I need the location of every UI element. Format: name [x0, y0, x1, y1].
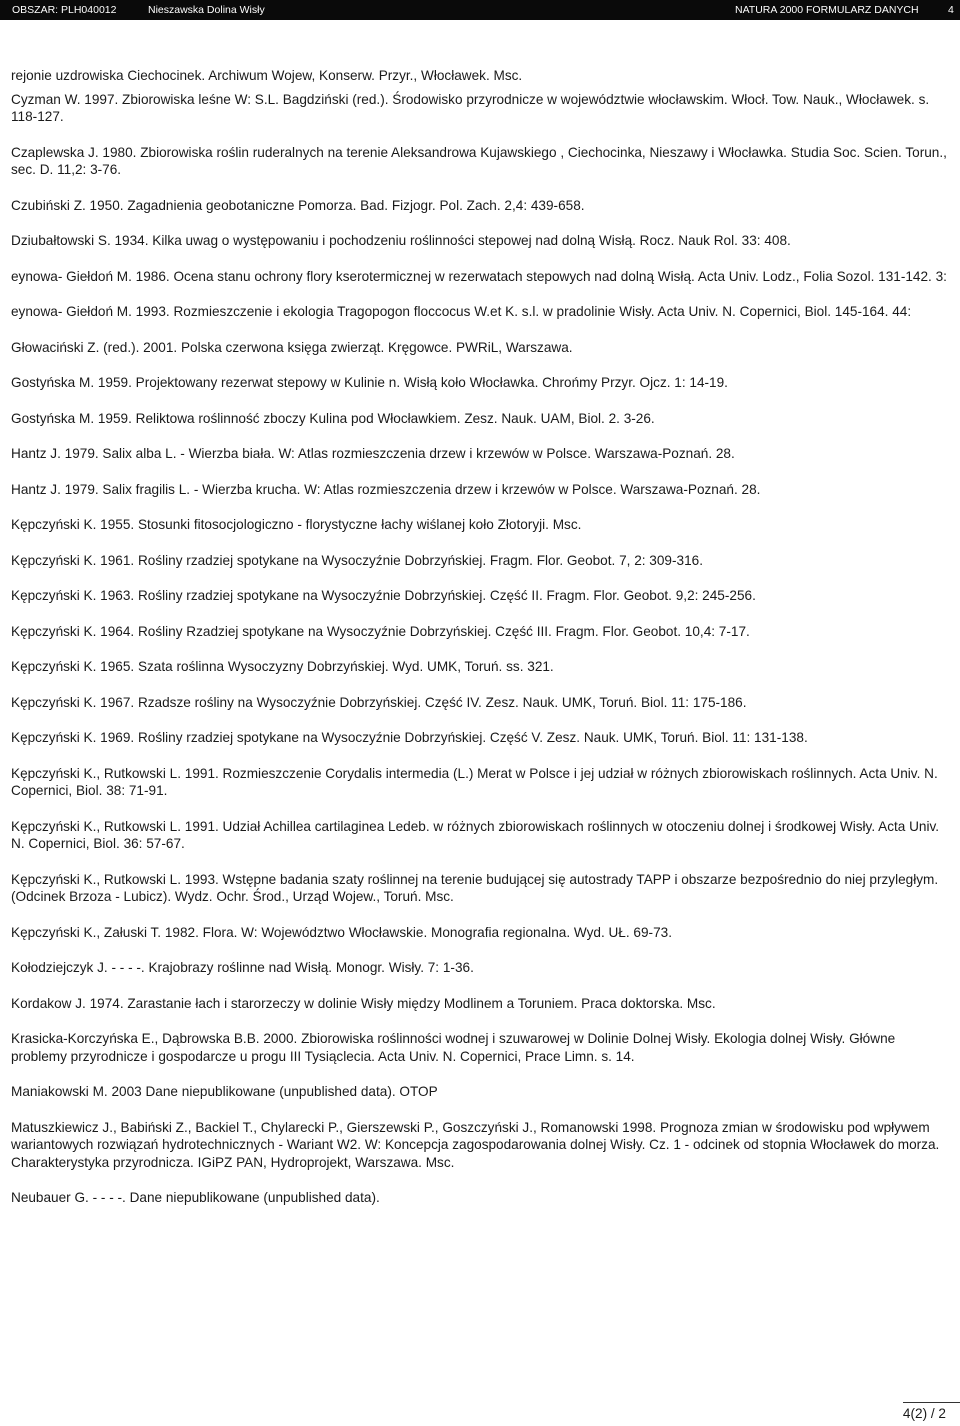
- reference-item: Maniakowski M. 2003 Dane niepublikowane (unpublished data). OTOP: [11, 1084, 438, 1099]
- reference-item: Hantz J. 1979. Salix alba L. - Wierzba biała. W: Atlas rozmieszczenia drzew i krzewów w Polsce. Warszawa-Poznań. 28.: [11, 446, 735, 461]
- reference-item: Kępczyński K. 1965. Szata roślinna Wysoczyzny Dobrzyńskiej. Wyd. UMK, Toruń. ss. 321.: [11, 659, 554, 674]
- reference-item: Czaplewska J. 1980. Zbiorowiska roślin ruderalnych na terenie Aleksandrowa Kujawskiego , Ciechocinka, Nieszawy i Włocławka. Studia Soc. Scien. Torun., sec. D. 11,2: 3-76.: [11, 144, 947, 177]
- reference-item: Kępczyński K., Rutkowski L. 1993. Wstępne badania szaty roślinnej na terenie budującej się autostrady TAPP i obszarze bezpośrednio do niej przyległym. (Odcinek Brzoza - Lubicz). Wydz. Ochr. Środ., Urząd Wojew., Toruń. Msc.: [11, 871, 939, 904]
- reference-item: Kępczyński K., Załuski T. 1982. Flora. W: Województwo Włocławskie. Monografia regionalna. Wyd. UŁ. 69-73.: [11, 924, 672, 940]
- reference-item: Czubiński Z. 1950. Zagadnienia geobotaniczne Pomorza. Bad. Fizjogr. Pol. Zach. 2,4: 439-658.: [11, 197, 585, 213]
- site-name: Nieszawska Dolina Wisły: [148, 4, 265, 16]
- reference-item: Gostyńska M. 1959. Projektowany rezerwat stepowy w Kulinie n. Wisłą koło Włocławka. Chrońmy Przyr. Ojcz. 1: 14-19.: [11, 375, 728, 390]
- reference-item: Kępczyński K., Rutkowski L. 1991. Rozmieszczenie Corydalis intermedia (L.) Merat w Polsce i jej udział w różnych zbiorowiskach roślinnych. Acta Univ. N. Copernici, Biol. 38: 71-91.: [11, 765, 938, 798]
- form-title: NATURA 2000 FORMULARZ DANYCH: [735, 4, 919, 16]
- reference-item: Głowaciński Z. (red.). 2001. Polska czerwona księga zwierząt. Kręgowce. PWRiL, Warszawa.: [11, 339, 573, 355]
- page-footer: [903, 1403, 946, 1422]
- reference-item: Kordakow J. 1974. Zarastanie łach i starorzeczy w dolinie Wisły między Modlinem a Toruniem. Praca doktorska. Msc.: [11, 995, 716, 1011]
- reference-item: Neubauer G. - - - -. Dane niepublikowane (unpublished data).: [11, 1190, 380, 1205]
- footer-rule: [903, 1402, 960, 1403]
- reference-item: Matuszkiewicz J., Babiński Z., Backiel T., Chylarecki P., Gierszewski P., Goszczyński J., Romanowski 1998. Prognoza zmian w środowisku pod wpływem wariantowych rozwiązań hydrotechnicznych - Wariant W2. W: Koncepcja zagospodarowania dolnej Wisły. Cz. 1 - odcinek od stopnia Włocławek do morza. Charakterystyka przyrodnicza. IGiPZ PAN, Hydroprojekt, Warszawa. Msc.: [11, 1119, 940, 1170]
- reference-item: Gostyńska M. 1959. Reliktowa roślinność zboczy Kulina pod Włocławkiem. Zesz. Nauk. UAM, Biol. 2. 3-26.: [11, 410, 655, 426]
- reference-item: Kołodziejczyk J. - - - -. Krajobrazy roślinne nad Wisłą. Monogr. Wisły. 7: 1-36.: [11, 960, 474, 975]
- reference-item: Kępczyński K. 1969. Rośliny rzadziej spotykane na Wysoczyźnie Dobrzyńskiej. Część V. Zesz. Nauk. UMK, Toruń. Biol. 11: 131-138.: [11, 730, 808, 745]
- reference-item: Kępczyński K. 1955. Stosunki fitosocjologiczno - florystyczne łachy wiślanej koło Złotoryji. Msc.: [11, 517, 582, 532]
- reference-item: Krasicka-Korczyńska E., Dąbrowska B.B. 2000. Zbiorowiska roślinności wodnej i szuwarowej w Dolinie Dolnej Wisły. Ekologia dolnej Wisły. Główne problemy przyrodnicze i gospodarcze u progu III Tysiąclecia. Acta Univ. N. Copernici, Prace Limn. s. 14.: [11, 1031, 896, 1064]
- form-code: OBSZAR: PLH040012: [12, 4, 117, 16]
- reference-item: Cyzman W. 1997. Zbiorowiska leśne W: S.L. Bagdziński (red.). Środowisko przyrodnicze w województwie włocławskim. Włocł. Tow. Nauk., Włocławek. s. 118-127.: [11, 91, 930, 124]
- reference-item: Kępczyński K. 1967. Rzadsze rośliny na Wysoczyźnie Dobrzyńskiej. Część IV. Zesz. Nauk. UMK, Toruń. Biol. 11: 175-186.: [11, 694, 747, 710]
- reference-item: rejonie uzdrowiska Ciechocinek. Archiwum Wojew, Konserw. Przyr., Włocławek. Msc.: [11, 68, 523, 83]
- reference-item: Kępczyński K. 1963. Rośliny rzadziej spotykane na Wysoczyźnie Dobrzyńskiej. Część II. Fragm. Flor. Geobot. 9,2: 245-256.: [11, 588, 756, 603]
- reference-item: eynowa- Giełdoń M. 1986. Ocena stanu ochrony flory kserotermicznej w rezerwatach stepowych nad dolną Wisłą. Acta Univ. Lodz., Folia Sozol. 131-142. 3:: [11, 268, 947, 284]
- footer-page-counter: 4(2) / 2: [902, 1406, 946, 1421]
- header-page-number: 4: [948, 4, 954, 16]
- reference-item: Hantz J. 1979. Salix fragilis L. - Wierzba krucha. W: Atlas rozmieszczenia drzew i krzewów w Polsce. Warszawa-Poznań. 28.: [11, 481, 761, 497]
- page-header: [0, 0, 960, 20]
- reference-item: Kępczyński K. 1964. Rośliny Rzadziej spotykane na Wysoczyźnie Dobrzyńskiej. Część III. Fragm. Flor. Geobot. 10,4: 7-17.: [11, 623, 750, 639]
- reference-item: eynowa- Giełdoń M. 1993. Rozmieszczenie i ekologia Tragopogon floccocus W.et K. s.l. w pradolinie Wisły. Acta Univ. N. Copernici, Biol. 145-164. 44:: [11, 304, 912, 319]
- reference-item: Kępczyński K. 1961. Rośliny rzadziej spotykane na Wysoczyźnie Dobrzyńskiej. Fragm. Flor. Geobot. 7, 2: 309-316.: [11, 552, 703, 568]
- reference-item: Dziubałtowski S. 1934. Kilka uwag o występowaniu i pochodzeniu roślinności stepowej nad dolną Wisłą. Rocz. Nauk Rol. 33: 408.: [11, 233, 791, 248]
- footer-page-counter-wrap: [903, 1403, 946, 1422]
- reference-item: Kępczyński K., Rutkowski L. 1991. Udział Achillea cartilaginea Ledeb. w różnych zbiorowiskach roślinnych w otoczeniu dolnej i środkowej Wisły. Acta Univ. N. Copernici, Biol. 36: 57-67.: [11, 818, 940, 851]
- reference-list: [11, 67, 951, 1225]
